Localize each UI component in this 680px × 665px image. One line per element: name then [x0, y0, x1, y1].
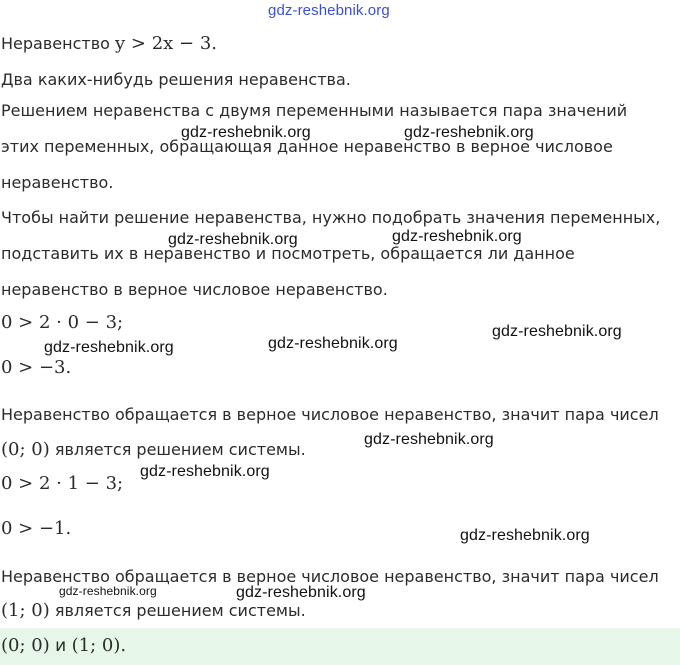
check-2-substitution: 0 > 2 · 1 − 3; [1, 473, 124, 494]
conclusion-2-line-1: Неравенство обращается в верное числовое неравенство, значит пара чисел [1, 567, 659, 586]
definition-line-2: этих переменных, обращающая данное неравенство в верное числовое [1, 137, 613, 156]
answer-pair-1: (0; 0) [1, 635, 50, 656]
answer-conjunction: и [49, 636, 72, 656]
task-question: Два каких-нибудь решения неравенства. [1, 70, 351, 89]
watermark: gdz-reshebnik.org [364, 431, 494, 448]
watermark: gdz-reshebnik.org [404, 124, 534, 141]
pair-1-0: (1; 0) [1, 600, 50, 621]
conclusion-2-line-2 [1, 601, 306, 621]
conclusion-1-text: является решением системы. [49, 440, 306, 459]
watermark: gdz-reshebnik.org [392, 228, 522, 245]
method-line-3: неравенство в верное числовое неравенство. [1, 280, 388, 299]
definition-line-1: Решением неравенства с двумя переменными называется пара значений [1, 101, 628, 120]
watermark-small: gdz-reshebnik.org [59, 584, 157, 598]
watermark: gdz-reshebnik.org [236, 584, 366, 601]
watermark: gdz-reshebnik.org [460, 527, 590, 544]
task-label: Неравенство [1, 34, 115, 53]
pair-0-0: (0; 0) [1, 439, 50, 460]
watermark-top: gdz-reshebnik.org [268, 2, 390, 19]
answer-pair-2: (1; 0). [71, 635, 127, 656]
watermark: gdz-reshebnik.org [168, 231, 298, 248]
answer-line [1, 636, 126, 656]
check-1-result: 0 > −3. [1, 357, 72, 378]
definition-line-3: неравенство. [1, 173, 114, 192]
watermark: gdz-reshebnik.org [268, 335, 398, 352]
method-line-2: подставить их в неравенство и посмотреть, обращается ли данное [1, 244, 575, 263]
watermark: gdz-reshebnik.org [492, 323, 622, 340]
inequality-formula: y > 2x − 3. [115, 33, 217, 54]
task-statement [1, 34, 217, 54]
check-2-result: 0 > −1. [1, 518, 72, 539]
watermark: gdz-reshebnik.org [44, 339, 174, 356]
watermark: gdz-reshebnik.org [181, 124, 311, 141]
conclusion-1-line-2 [1, 440, 306, 460]
method-line-1: Чтобы найти решение неравенства, нужно подобрать значения переменных, [1, 208, 661, 227]
conclusion-1-line-1: Неравенство обращается в верное числовое неравенство, значит пара чисел [1, 405, 659, 424]
conclusion-2-text: является решением системы. [49, 601, 306, 620]
watermark: gdz-reshebnik.org [140, 463, 270, 480]
check-1-substitution: 0 > 2 · 0 − 3; [1, 312, 124, 333]
